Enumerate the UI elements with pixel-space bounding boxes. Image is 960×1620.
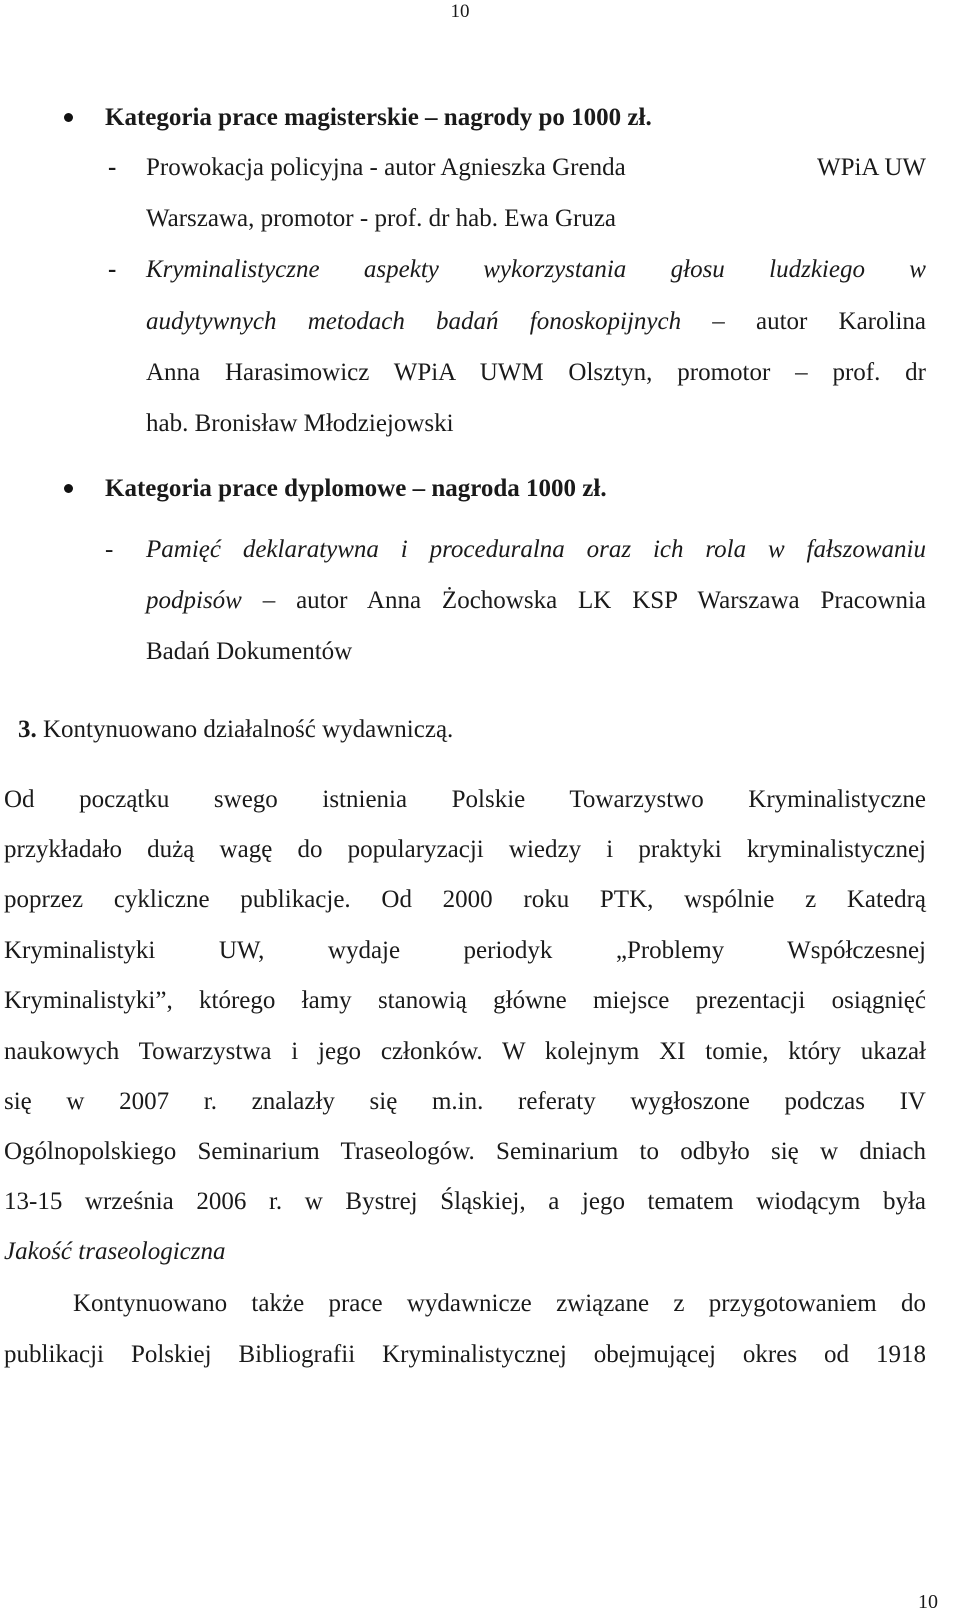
paragraph2-line: Kontynuowano także prace wydawnicze związane z przygotowaniem do [73,1290,926,1317]
paragraph1-line: Kryminalistyki”, którego łamy stanowią główne miejsce prezentacji osiągnięć [4,987,926,1014]
paragraph1-line: Od początku swego istnienia Polskie Towarzystwo Kryminalistyczne [4,786,926,813]
section1-item2-line4: hab. Bronisław Młodziejowski [146,410,454,437]
section2-item-dash: - [105,536,114,563]
section2-heading: Kategoria prace dyplomowe – nagroda 1000 zł. [105,475,607,502]
paragraph1-line: 13-15 września 2006 r. w Bystrej Śląskiej, a jego tematem wiodącym była [4,1188,926,1215]
paragraph1-line: naukowych Towarzystwa i jego członków. W kolejnym XI tomie, który ukazał [4,1038,926,1065]
section1-item1-line2: Warszawa, promotor - prof. dr hab. Ewa Gruza [146,205,617,232]
paragraph1-line: Kryminalistyki UW, wydaje periodyk „Problemy Współczesnej [4,937,926,964]
section1-heading: Kategoria prace magisterskie – nagrody po 1000 zł. [105,104,652,131]
paragraph1-line: przykładało dużą wagę do popularyzacji wiedzy i praktyki kryminalistycznej [4,836,926,863]
page-number-bottom: 10 [918,1591,938,1613]
bullet-icon [64,484,73,493]
section1-item1-dash: - [108,154,117,181]
section2-item-line2 [146,585,926,617]
section2-item-line3: Badań Dokumentów [146,638,353,665]
paragraph1-line: Ogólnopolskiego Seminarium Traseologów. Seminarium to odbyło się w dniach [4,1138,926,1165]
paragraph2-line: publikacji Polskiej Bibliografii Kryminalistycznej obejmującej okres od 1918 [4,1341,926,1368]
section1-item2-line1: Kryminalistyczne aspekty wykorzystania głosu ludzkiego w [146,256,926,283]
page-number-top: 10 [450,1,470,22]
section1-item2-line3: Anna Harasimowicz WPiA UWM Olsztyn, promotor – prof. dr [146,359,926,386]
section2-item-title-cont: podpisów [146,587,242,614]
point3-heading [18,714,453,746]
section1-item2-dash: - [108,256,117,283]
section1-item2-author: – autor Karolina [712,308,926,335]
paragraph1-line: poprzez cykliczne publikacje. Od 2000 roku PTK, wspólnie z Katedrą [4,886,926,913]
section1-item2-title-cont: audytywnych metodach badań fonoskopijnych [146,308,682,335]
section1-item2-line2 [146,306,926,338]
section1-item1-affiliation: WPiA UW [816,154,926,181]
point3-number: 3. [18,716,37,743]
bullet-icon [64,113,73,122]
point3-text: Kontynuowano działalność wydawniczą. [43,716,454,743]
section1-item1-title: Prowokacja policyjna - autor Agnieszka Grenda [146,154,626,181]
paragraph1-last-line: Jakość traseologiczna [4,1238,226,1265]
section2-item-author: – autor Anna Żochowska LK KSP Warszawa Pracownia [262,587,926,614]
paragraph1-line: się w 2007 r. znalazły się m.in. referaty wygłoszone podczas IV [4,1088,926,1115]
section2-item-line1: Pamięć deklaratywna i proceduralna oraz ich rola w fałszowaniu [146,536,926,563]
section1-item1-line1 [146,152,926,184]
